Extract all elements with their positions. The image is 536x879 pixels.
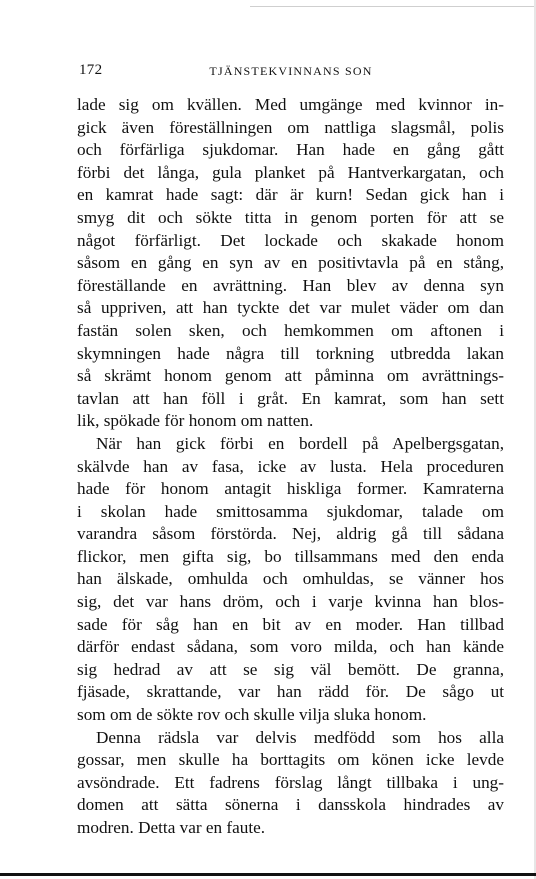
text-line: så skrämt honom genom att påminna om avrättnings- xyxy=(77,366,504,386)
text-line: gossar, men skulle ha borttagits om könen icke levde xyxy=(77,750,504,770)
paragraph-start-line: När han gick förbi en bordell på Apelbergsgatan, xyxy=(96,433,504,453)
text-line: flickor, men gifta sig, bo tillsammans med den enda xyxy=(77,546,504,566)
page-header xyxy=(79,62,503,82)
top-edge-rule xyxy=(250,6,536,7)
running-title: TJÄNSTEKVINNANS SON xyxy=(209,64,373,78)
text-line: något förfärligt. Det lockade och skakade honom xyxy=(77,230,504,250)
text-line: sade för såg han en bit av en moder. Han tillbad xyxy=(77,614,504,634)
text-line: han älskade, omhulda och omhuldas, se vänner hos xyxy=(77,569,504,589)
text-line: avsöndrade. Ett fadrens förslag långt tillbaka i ung- xyxy=(77,772,504,792)
text-line: såsom en gång en syn av en positivtavla på en stång, xyxy=(77,253,504,273)
page-number: 172 xyxy=(79,62,103,78)
text-line: domen att sätta sönerna i dansskola hindrades av xyxy=(77,795,504,815)
text-line: sig, det var hans dröm, och i varje kvinna han blos- xyxy=(77,592,504,612)
paragraph-end-line: lik, spökade för honom om natten. xyxy=(77,411,314,431)
text-line: därför endast sådana, som voro milda, och han kände xyxy=(77,637,504,657)
bottom-edge-rule xyxy=(0,873,536,876)
text-line: skälvde han av fasa, icke av lusta. Hela proceduren xyxy=(77,456,504,476)
text-line: så uppriven, att han tyckte det var mulet väder om dan xyxy=(77,298,504,318)
paragraph-end-line: modren. Detta var en faute. xyxy=(77,818,266,837)
text-line: lade sig om kvällen. Med umgänge med kvinnor in- xyxy=(77,95,504,114)
text-line: en kamrat hade sagt: där är kurn! Sedan gick han i xyxy=(77,185,504,205)
text-line: i skolan hade smittosamma sjukdomar, talade om xyxy=(77,501,504,521)
text-line: fastän solen sken, och hemkommen om aftonen i xyxy=(77,320,504,340)
text-line: sig hedrad av att se sig väl bemött. De granna, xyxy=(77,659,504,679)
paragraph-end-line: som om de sökte rov och skulle vilja sluka honom. xyxy=(77,705,427,725)
text-line: varandra såsom förstörda. Nej, aldrig gå till sådana xyxy=(77,524,504,544)
text-line: skymningen hade några till torkning utbredda lakan xyxy=(77,343,504,363)
text-line: och förfärliga sjukdomar. Han hade en gång gått xyxy=(77,140,504,160)
text-line: föreställande en avrättning. Han blev av denna syn xyxy=(77,275,504,295)
text-line: gick även föreställningen om nattliga slagsmål, polis xyxy=(77,117,504,137)
text-line: tavlan att han föll i gråt. En kamrat, som han sett xyxy=(77,388,504,408)
body-text xyxy=(77,94,504,840)
text-line: fjäsade, skrattande, var han rädd för. De sågo ut xyxy=(77,682,504,702)
text-line: förbi det långa, gula planket på Hantverkargatan, och xyxy=(77,162,504,182)
paragraph-start-line: Denna rädsla var delvis medfödd som hos alla xyxy=(96,727,504,747)
text-line: smyg dit och sökte titta in genom porten för att se xyxy=(77,207,504,227)
text-line: hade för honom antagit hiskliga former. Kamraterna xyxy=(77,479,504,499)
